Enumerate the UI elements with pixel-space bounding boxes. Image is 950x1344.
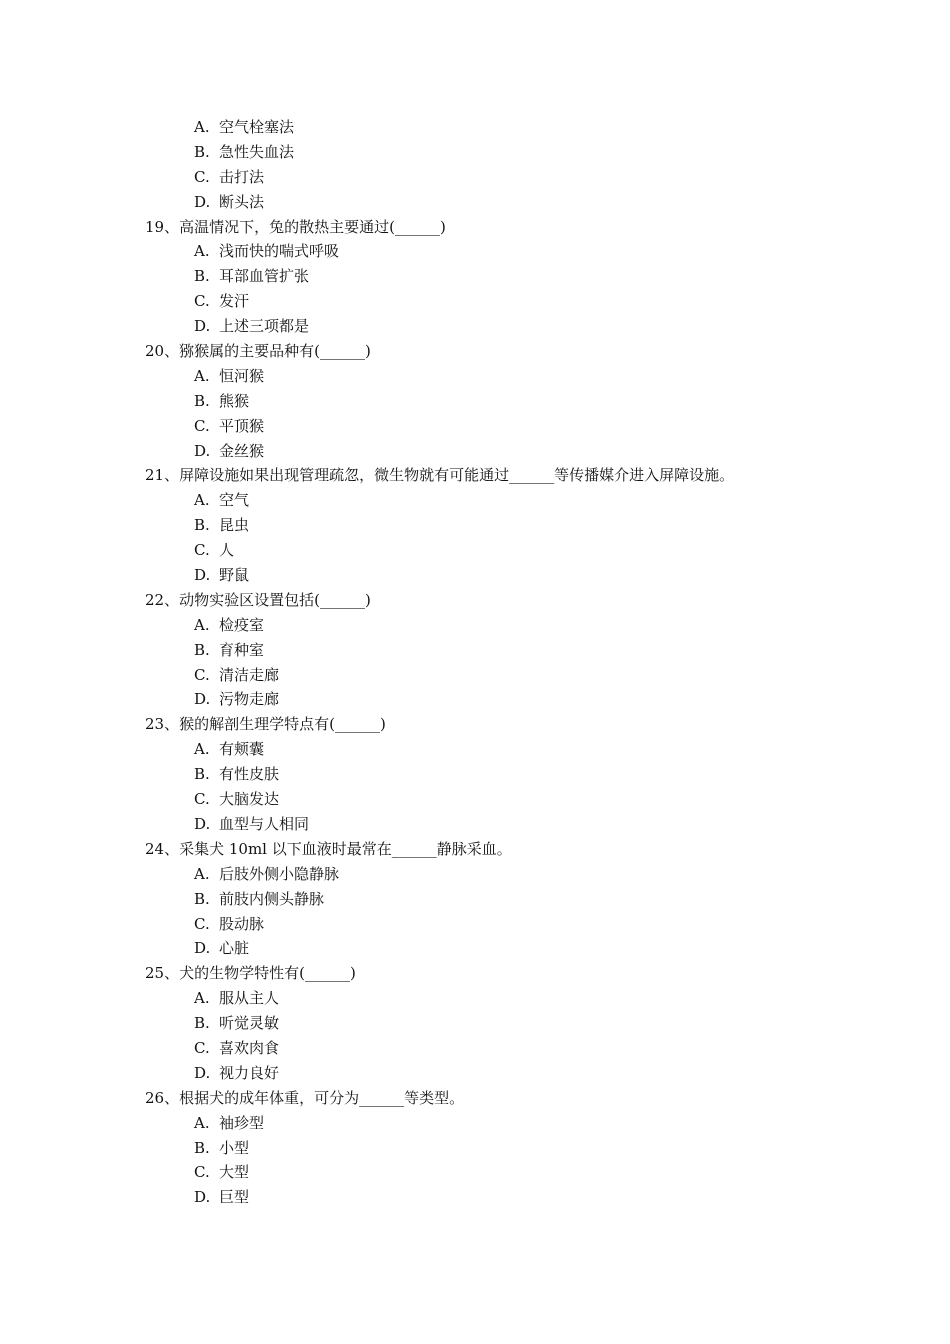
option-text: 断头法 — [219, 192, 265, 211]
option-text: 股动脉 — [219, 914, 265, 933]
question-stem: 22、动物实验区设置包括(______) — [145, 590, 371, 609]
option-letter: A. — [194, 118, 210, 136]
option-letter: A. — [194, 740, 210, 759]
option-letter: A. — [194, 1113, 210, 1132]
option-text: 恒河猴 — [219, 366, 265, 385]
option-letter: C. — [194, 416, 210, 435]
question-stem: 19、高温情况下，兔的散热主要通过(______) — [145, 217, 446, 236]
option-text: 大型 — [219, 1163, 250, 1182]
answer-option — [0, 638, 950, 663]
option-text: 袖珍型 — [219, 1113, 265, 1132]
option-letter: B. — [194, 1138, 210, 1157]
option-letter: D. — [194, 939, 211, 958]
option-letter: C. — [194, 1163, 210, 1182]
answer-option — [0, 1111, 950, 1136]
answer-option — [0, 812, 950, 837]
option-letter: D. — [194, 690, 211, 709]
option-letter: D. — [194, 192, 211, 211]
option-text: 血型与人相同 — [219, 814, 310, 833]
option-text: 人 — [219, 541, 235, 560]
answer-option — [0, 613, 950, 638]
option-text: 服从主人 — [219, 989, 280, 1008]
option-letter: D. — [194, 441, 211, 460]
option-letter: B. — [194, 765, 210, 784]
answer-option — [0, 1160, 950, 1185]
option-letter: A. — [194, 366, 210, 385]
option-text: 污物走廊 — [219, 690, 280, 709]
option-text: 前肢内侧头静脉 — [219, 889, 325, 908]
option-text: 昆虫 — [219, 516, 250, 535]
option-text: 巨型 — [219, 1188, 250, 1207]
option-letter: D. — [194, 317, 211, 336]
answer-option — [0, 414, 950, 439]
answer-option — [0, 936, 950, 961]
option-text: 喜欢肉食 — [219, 1038, 280, 1057]
answer-option — [0, 389, 950, 414]
option-letter: C. — [194, 292, 210, 311]
answer-option — [0, 737, 950, 762]
option-text: 击打法 — [219, 167, 265, 186]
option-letter: D. — [194, 1188, 211, 1207]
answer-option — [0, 239, 950, 264]
answer-option — [0, 762, 950, 787]
option-text: 视力良好 — [219, 1063, 280, 1082]
option-text: 育种室 — [219, 640, 265, 659]
option-letter: B. — [194, 391, 210, 410]
option-letter: C. — [194, 914, 210, 933]
option-text: 小型 — [219, 1138, 250, 1157]
option-text: 上述三项都是 — [219, 317, 310, 336]
option-letter: C. — [194, 665, 210, 684]
answer-option — [0, 264, 950, 289]
answer-option — [0, 1061, 950, 1086]
option-text: 平顶猴 — [219, 416, 265, 435]
option-letter: A. — [194, 491, 210, 510]
option-letter: C. — [194, 167, 210, 186]
answer-option — [0, 165, 950, 190]
answer-option — [0, 912, 950, 937]
option-letter: B. — [194, 1014, 210, 1033]
option-letter: A. — [194, 242, 210, 261]
option-letter: A. — [194, 864, 210, 883]
question-stem: 26、根据犬的成年体重，可分为______等类型。 — [145, 1088, 465, 1107]
option-text: 熊猴 — [219, 391, 250, 410]
answer-option — [0, 1011, 950, 1036]
option-text: 空气 — [219, 491, 250, 510]
answer-option — [0, 439, 950, 464]
answer-option — [0, 115, 950, 140]
question-stem: 24、采集犬 10ml 以下血液时最常在______静脉采血。 — [145, 839, 512, 858]
option-letter: B. — [194, 142, 210, 161]
answer-option — [0, 1036, 950, 1061]
answer-option — [0, 1185, 950, 1210]
question-stem: 25、犬的生物学特性有(______) — [145, 964, 356, 983]
answer-option — [0, 314, 950, 339]
option-letter: B. — [194, 640, 210, 659]
option-letter: B. — [194, 889, 210, 908]
answer-option — [0, 289, 950, 314]
option-text: 大脑发达 — [219, 790, 280, 809]
option-letter: C. — [194, 1038, 210, 1057]
answer-option — [0, 887, 950, 912]
option-letter: C. — [194, 541, 210, 560]
answer-option — [0, 563, 950, 588]
question-stem: 20、猕猴属的主要品种有(______) — [145, 342, 371, 361]
option-letter: B. — [194, 267, 210, 286]
document-page — [0, 115, 950, 1210]
answer-option — [0, 488, 950, 513]
option-text: 空气栓塞法 — [219, 118, 295, 136]
question-stem: 23、猴的解剖生理学特点有(______) — [145, 715, 386, 734]
option-letter: A. — [194, 989, 210, 1008]
option-letter: C. — [194, 790, 210, 809]
option-text: 发汗 — [219, 292, 250, 311]
option-text: 有颊囊 — [219, 740, 265, 759]
option-text: 野鼠 — [219, 566, 250, 585]
option-text: 急性失血法 — [219, 142, 295, 161]
option-letter: A. — [194, 615, 210, 634]
option-text: 清洁走廊 — [219, 665, 280, 684]
option-text: 检疫室 — [219, 615, 265, 634]
question-stem: 21、屏障设施如果出现管理疏忽，微生物就有可能通过______等传播媒介进入屏障设施。 — [145, 466, 735, 485]
option-text: 听觉灵敏 — [219, 1014, 280, 1033]
answer-option — [0, 140, 950, 165]
answer-option — [0, 787, 950, 812]
answer-option — [0, 364, 950, 389]
answer-option — [0, 663, 950, 688]
option-letter: B. — [194, 516, 210, 535]
option-text: 金丝猴 — [219, 441, 265, 460]
option-text: 浅而快的喘式呼吸 — [219, 242, 340, 261]
option-letter: D. — [194, 566, 211, 585]
option-text: 有性皮肤 — [219, 765, 280, 784]
answer-option — [0, 986, 950, 1011]
answer-option — [0, 1136, 950, 1161]
answer-option — [0, 538, 950, 563]
option-letter: D. — [194, 814, 211, 833]
option-letter: D. — [194, 1063, 211, 1082]
answer-option — [0, 190, 950, 215]
option-text: 耳部血管扩张 — [219, 267, 310, 286]
option-text: 后肢外侧小隐静脉 — [219, 864, 340, 883]
answer-option — [0, 513, 950, 538]
answer-option — [0, 862, 950, 887]
option-text: 心脏 — [219, 939, 250, 958]
answer-option — [0, 687, 950, 712]
